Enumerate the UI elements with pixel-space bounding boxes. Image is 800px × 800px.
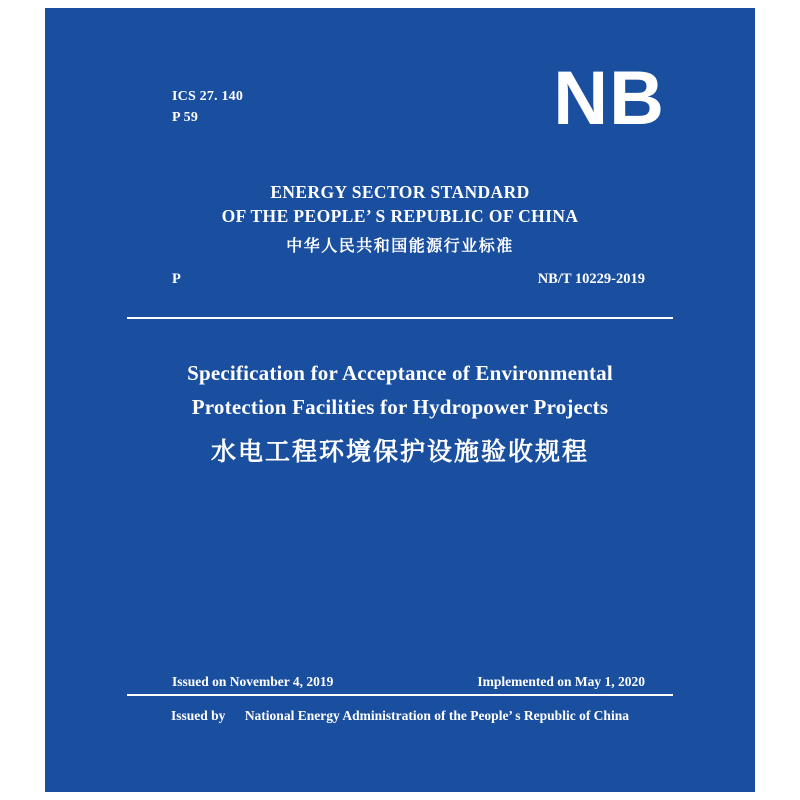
organization-chinese: 中华人民共和国能源行业标准 — [286, 236, 514, 255]
classification-codes — [172, 86, 243, 128]
standard-cover — [45, 8, 755, 792]
nb-logo: NB — [553, 56, 665, 141]
issue-date: Issued on November 4, 2019 — [172, 674, 334, 689]
title-english-line-2: Protection Facilities for Hydropower Projects — [191, 395, 609, 419]
title-chinese: 水电工程环境保护设施验收规程 — [210, 437, 589, 466]
dates-row — [172, 674, 645, 690]
organization-line-1: ENERGY SECTOR STANDARD — [270, 182, 530, 202]
issuer-row — [45, 708, 755, 724]
class-code: P 59 — [172, 110, 199, 125]
ics-code: ICS 27. 140 — [172, 89, 244, 104]
standard-category: P — [172, 271, 181, 287]
organization-line-2: OF THE PEOPLE’ S REPUBLIC OF CHINA — [221, 206, 579, 226]
standard-number: NB/T 10229-2019 — [537, 271, 645, 287]
standard-identifier-row — [172, 271, 645, 288]
issuer-label: Issued by — [171, 708, 226, 723]
implementation-date: Implemented on May 1, 2020 — [477, 674, 645, 689]
divider-bottom — [127, 694, 673, 696]
title-english-line-1: Specification for Acceptance of Environmental — [187, 361, 613, 385]
divider-top — [127, 317, 673, 319]
issuer-name: National Energy Administration of the People’ s Republic of China — [244, 708, 629, 723]
standard-title — [115, 356, 685, 472]
issuing-organization — [45, 180, 755, 260]
